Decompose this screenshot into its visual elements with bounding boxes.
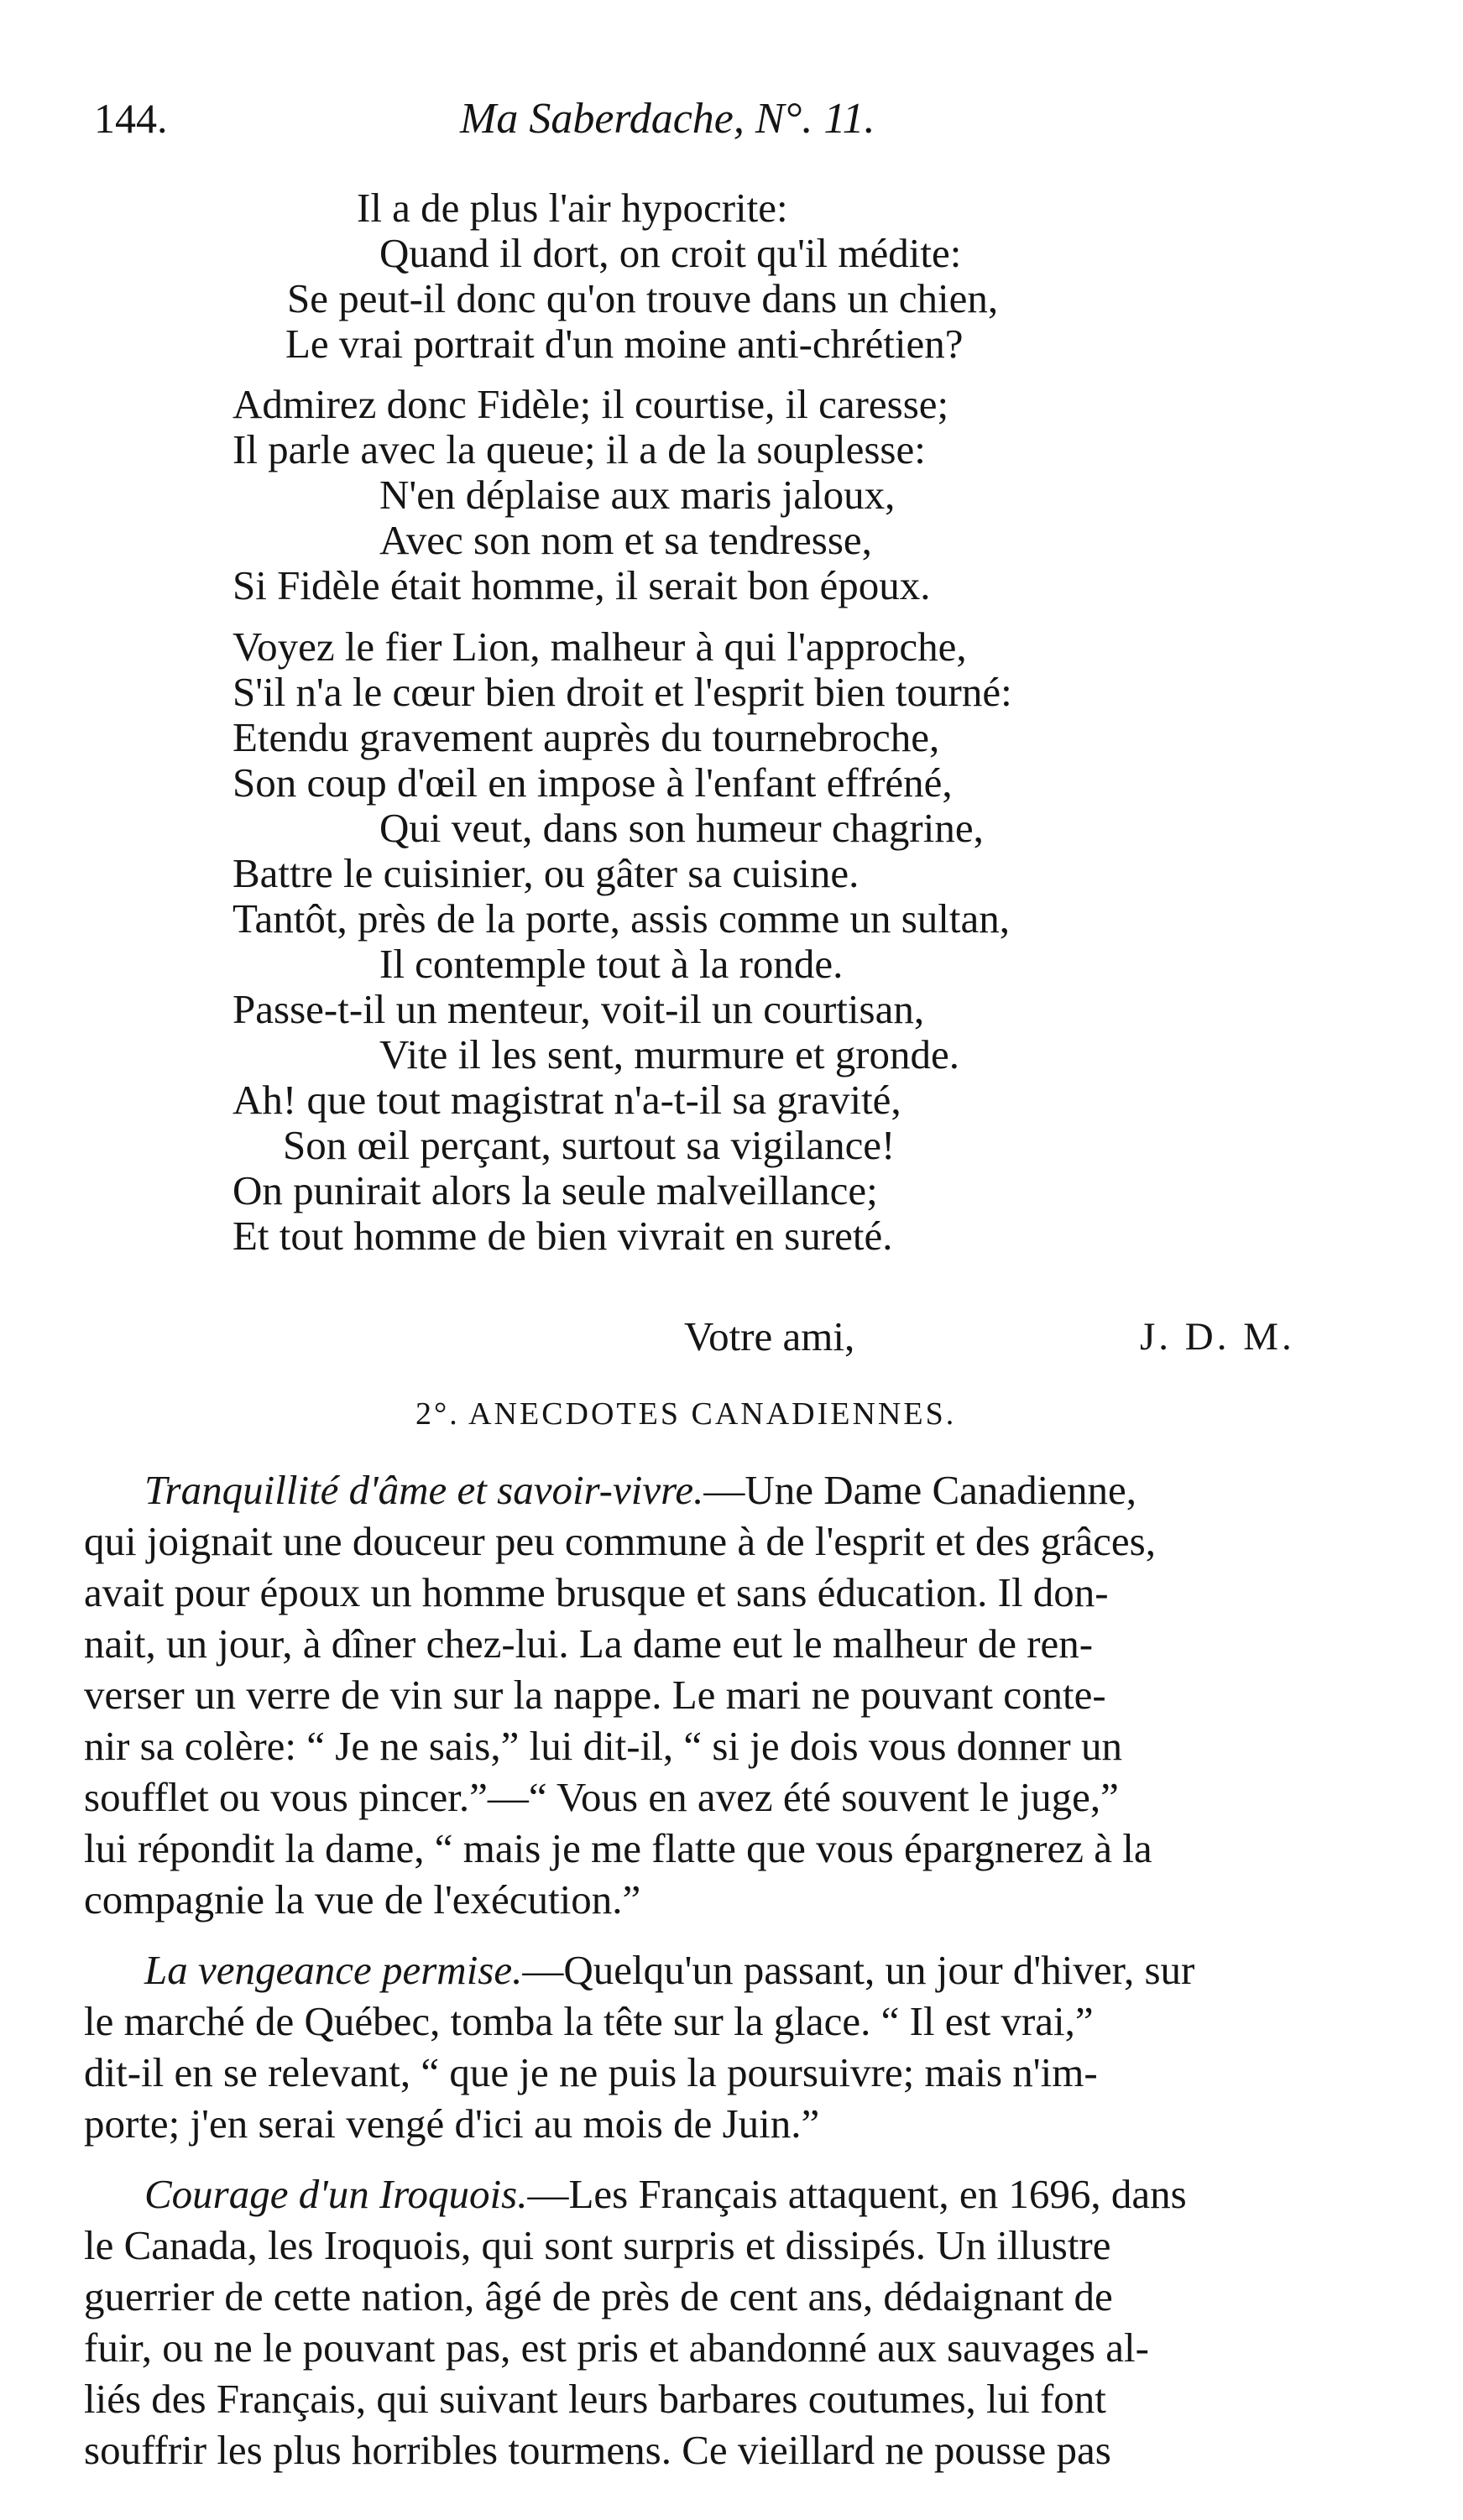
poem-line: S'il n'a le cœur bien droit et l'esprit bien tourné: [233,669,1012,715]
poem-line: Admirez donc Fidèle; il courtise, il caresse; [233,381,949,427]
poem-line: Passe-t-il un menteur, voit-il un courtisan, [233,986,925,1032]
poem-line: Quand il dort, on croit qu'il médite: [379,230,962,276]
poem-line: Qui veut, dans son humeur chagrine, [379,805,984,851]
anecdote-title: Tranquillité d'âme et savoir-vivre. [144,1467,704,1513]
poem-line: Le vrai portrait d'un moine anti-chrétien? [285,321,964,367]
paragraph-line [144,2168,1368,2220]
poem-line: Avec son nom et sa tendresse, [379,517,872,563]
page-header [0,94,1463,153]
paragraph-text: —Une Dame Canadienne, [703,1467,1137,1513]
paragraph-text: —Les Français attaquent, en 1696, dans [527,2171,1187,2217]
anecdote-title: La vengeance permise. [144,1947,523,1993]
poem-line: Il contemple tout à la ronde. [379,941,844,987]
anecdote-title: Courage d'un Iroquois. [144,2171,528,2217]
poem-line: On punirait alors la seule malveillance; [233,1167,878,1213]
paragraph-line: soufflet ou vous pincer.”—“ Vous en avez été souvent le juge,” [84,1774,1119,1820]
poem-line: Tantôt, près de la porte, assis comme un sultan, [233,895,1010,942]
poem-line: Etendu gravement auprès du tournebroche, [233,714,940,760]
section-heading: 2°. ANECDOTES CANADIENNES. [415,1396,957,1432]
poem-line: Battre le cuisinier, ou gâter sa cuisine. [233,850,860,896]
running-title: Ma Saberdache, N°. 11. [460,95,875,143]
poem-line: Son œil perçant, surtout sa vigilance! [283,1122,896,1168]
paragraph-line: nir sa colère: “ Je ne sais,” lui dit-il, “ si je dois vous donner un [84,1723,1122,1769]
paragraph-line: le Canada, les Iroquois, qui sont surpris et dissipés. Un illustre [84,2222,1111,2268]
paragraph-line: souffrir les plus horribles tourmens. Ce vieillard ne pousse pas [84,2427,1111,2473]
poem-signoff: Votre ami, [684,1313,855,1359]
paragraph-line: lui répondit la dame, “ mais je me flatte que vous épargnerez à la [84,1825,1152,1871]
poem-line: Son coup d'œil en impose à l'enfant effréné, [233,759,953,806]
poem-line: N'en déplaise aux maris jaloux, [379,472,896,518]
poem-line: Se peut-il donc qu'on trouve dans un chien, [287,275,999,321]
paragraph-line: verser un verre de vin sur la nappe. Le mari ne pouvant conte- [84,1672,1106,1718]
paragraph-line [144,1944,1368,1996]
paragraph-line: liés des Français, qui suivant leurs barbares coutumes, lui font [84,2376,1106,2422]
paragraph-line: qui joignait une douceur peu commune à de l'esprit et des grâces, [84,1518,1156,1564]
poem-initials: J. D. M. [1140,1315,1295,1359]
poem-line: Il parle avec la queue; il a de la souplesse: [233,426,926,472]
paragraph-line: porte; j'en serai vengé d'ici au mois de Juin.” [84,2100,820,2147]
page-number: 144. [94,95,168,142]
paragraph-line [144,1464,1368,1516]
paragraph-line: guerrier de cette nation, âgé de près de cent ans, dédaignant de [84,2273,1113,2319]
paragraph-line: compagnie la vue de l'exécution.” [84,1876,641,1923]
poem-line: Et tout homme de bien vivrait en sureté. [233,1213,893,1259]
poem-line: Il a de plus l'air hypocrite: [357,185,788,231]
poem-line: Voyez le fier Lion, malheur à qui l'approche, [233,623,967,670]
poem-line: Vite il les sent, murmure et gronde. [379,1031,960,1077]
poem-line: Si Fidèle était homme, il serait bon époux. [233,562,931,608]
paragraph-line: fuir, ou ne le pouvant pas, est pris et abandonné aux sauvages al- [84,2324,1149,2371]
paragraph-line: dit-il en se relevant, “ que je ne puis la poursuivre; mais n'im- [84,2049,1098,2095]
paragraph-line: le marché de Québec, tomba la tête sur la glace. “ Il est vrai,” [84,1998,1094,2044]
poem-line: Ah! que tout magistrat n'a-t-il sa gravité, [233,1077,901,1123]
paragraph-line: nait, un jour, à dîner chez-lui. La dame eut le malheur de ren- [84,1620,1094,1667]
paragraph-text: —Quelqu'un passant, un jour d'hiver, sur [522,1947,1195,1993]
paragraph-line: avait pour époux un homme brusque et sans éducation. Il don- [84,1569,1109,1615]
